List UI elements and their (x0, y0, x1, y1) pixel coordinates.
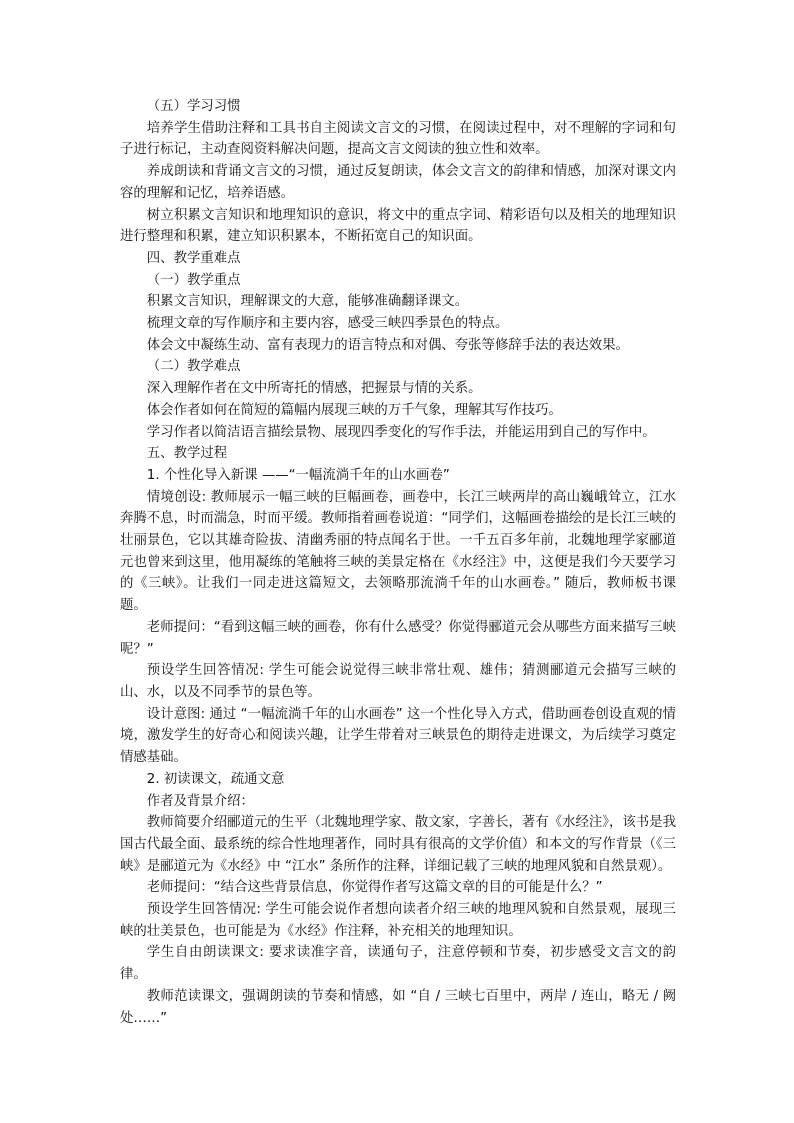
paragraph: 学习作者以简洁语言描绘景物、展现四季变化的写作手法，并能运用到自己的写作中。 (146, 424, 656, 440)
paragraph: 情境创设: 教师展示一幅三峡的巨幅画卷，画卷中，长江三峡两岸的高山巍峨耸立，江水奔腾不息，时而湍急，时而平缓。教师指着画卷说道：“同学们，这幅画卷描绘的是长江三峡的壮丽景色，它以其雄奇险拔、清幽秀丽的特点闻名于世。一千五百多年前，北魏地理学家郦道元也曾来到这里，他用凝练的笔触将三峡的美景定格在《水经注》中，这便是我们今天要学习的《三峡》。让我们一同走进这篇短文，去领略那流淌千年的山水画卷。” 随后，教师板书课题。 (120, 489, 676, 614)
section-heading: 四、教学重难点 (146, 250, 241, 266)
paragraph: 梳理文章的写作顺序和主要内容，感受三峡四季景色的特点。 (146, 316, 509, 332)
paragraph: 老师提问：“看到这幅三峡的画卷，你有什么感受？你觉得郦道元会从哪些方面来描写三峡呢？” (120, 619, 676, 657)
paragraph: 学生自由朗读课文: 要求读准字音，读通句子，注意停顿和节奏，初步感受文言文的韵律。 (120, 945, 676, 983)
paragraph: 深入理解作者在文中所寄托的情感，把握景与情的关系。 (146, 381, 482, 397)
paragraph: 作者及背景介绍： (146, 793, 254, 809)
paragraph: 预设学生回答情况: 学生可能会说觉得三峡非常壮观、雄伟；猜测郦道元会描写三峡的山、水，以及不同季节的景色等。 (120, 663, 676, 700)
step-heading: 2. 初读课文，疏通文意 (146, 771, 285, 787)
section-heading: （五）学习习惯 (146, 99, 241, 114)
paragraph: 设计意图: 通过 “一幅流淌千年的山水画卷” 这一个性化导入方式，借助画卷创设直观的情境，激发学生的好奇心和阅读兴趣，让学生带着对三峡景色的期待走进课文，为后续学习奠定情感基础。 (120, 706, 676, 766)
section-heading: 五、教学过程 (146, 446, 228, 462)
paragraph: 教师简要介绍郦道元的生平（北魏地理学家、散文家，字善长，著有《水经注》，该书是我国古代最全面、最系统的综合性地理著作，同时具有很高的文学价值）和本文的写作背景（《三峡》是郦道元为《水经》中 “江水” 条所作的注释，详细记载了三峡的地理风貌和自然景观）。 (120, 815, 676, 874)
document-body (120, 96, 676, 1029)
subsection-heading: （一）教学重点 (146, 272, 241, 288)
step-heading: 1. 个性化导入新课 ——“一幅流淌千年的山水画卷” (146, 467, 450, 483)
paragraph: 积累文言知识，理解课文的大意，能够准确翻译课文。 (146, 294, 469, 310)
paragraph: 养成朗读和背诵文言文的习惯，通过反复朗读，体会文言文的韵律和情感，加深对课文内容的理解和记忆，培养语感。 (120, 164, 676, 201)
subsection-heading: （二）教学难点 (146, 359, 241, 375)
paragraph: 教师范读课文，强调朗读的节奏和情感，如 “自 / 三峡七百里中，两岸 / 连山，略无 / 阙处……” (120, 988, 676, 1026)
paragraph: 体会作者如何在简短的篇幅内展现三峡的万千气象，理解其写作技巧。 (146, 402, 562, 418)
paragraph: 体会文中凝练生动、富有表现力的语言特点和对偶、夸张等修辞手法的表达效果。 (146, 337, 629, 353)
paragraph: 培养学生借助注释和工具书自主阅读文言文的习惯，在阅读过程中，对不理解的字词和句子进行标记，主动查阅资料解决问题，提高文言文阅读的独立性和效率。 (120, 120, 676, 158)
paragraph: 老师提问：“结合这些背景信息，你觉得作者写这篇文章的目的可能是什么？” (146, 880, 603, 896)
paragraph: 树立积累文言知识和地理知识的意识，将文中的重点字词、精彩语句以及相关的地理知识进行整理和积累，建立知识积累本，不断拓宽自己的知识面。 (120, 207, 676, 245)
paragraph: 预设学生回答情况: 学生可能会说作者想向读者介绍三峡的地理风貌和自然景观，展现三峡的壮美景色，也可能是为《水经》作注释，补充相关的地理知识。 (120, 902, 676, 939)
